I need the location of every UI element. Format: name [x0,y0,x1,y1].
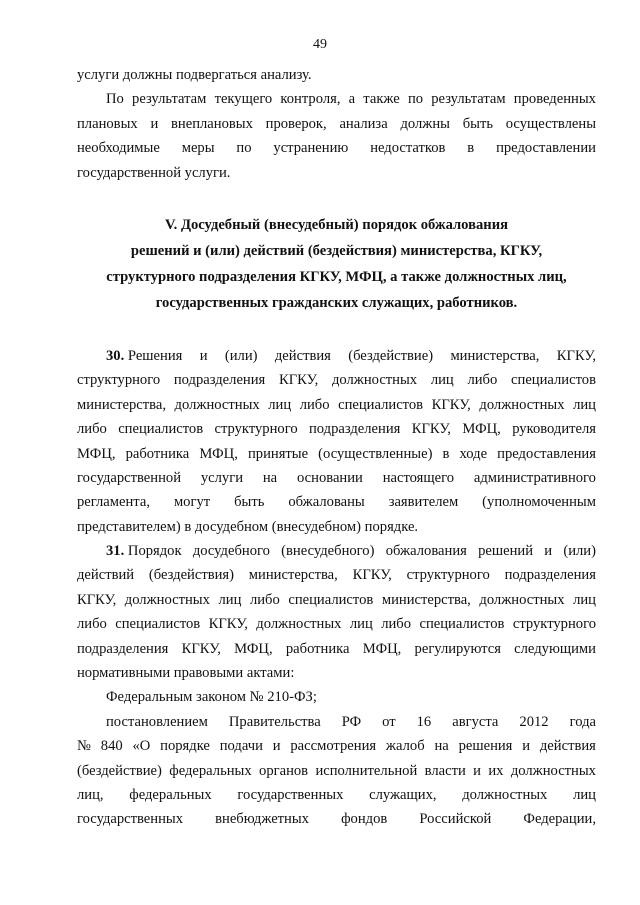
word: служащих, [369,786,437,803]
word: Федерации, [523,811,596,828]
paragraph-line: услуги должны подвергаться анализу. [77,67,312,83]
word: основании [297,469,363,486]
word: МФЦ, [199,445,238,462]
word: органов [259,762,309,779]
paragraph-line [77,563,596,587]
word: решения [458,738,513,755]
word: (бездействие) [348,347,434,364]
word: должностных [462,786,548,803]
paragraph-line [77,87,596,111]
word: быть [462,115,493,132]
word: контроля, [280,91,341,108]
word: на [434,738,449,755]
word: в [442,445,450,462]
word: По [106,91,124,108]
word: должностных [510,762,596,779]
word: государственных [77,811,184,828]
word: Правительства [228,713,321,730]
item-number: 30. [106,347,125,364]
word: плановых [77,115,138,132]
word: недостатков [370,140,446,157]
word: министерства, [248,567,338,584]
word: настоящего [382,469,455,486]
word: заявителем [388,494,459,511]
numbered-word [106,539,182,563]
word: должностных [174,396,260,413]
word: на [262,469,278,486]
word: министерства, [381,591,471,608]
section-heading [77,212,596,316]
word: августа [452,713,499,730]
word: федеральных [129,786,212,803]
paragraph-line [77,490,596,514]
word: 2012 [519,713,549,730]
word: специалистов [288,591,374,608]
word: административного [473,469,596,486]
word: министерства, [77,396,166,413]
word: подачи [219,738,263,755]
word: специалистов [338,396,424,413]
word: регулируются [414,640,501,657]
word: действий [77,567,135,584]
word: лиц [349,616,373,633]
paragraph-line [77,368,596,392]
word: осуществлены [505,115,596,132]
word: специалистов [118,421,204,438]
word: руководителя [512,421,596,438]
word: анализа [339,115,388,132]
item-31-first-line [77,539,596,563]
item-30-first-line [77,344,596,368]
paragraph-line [77,112,596,136]
word: ходе [459,445,488,462]
paragraph-line [77,442,596,466]
section-heading-line: V. Досудебный (внесудебный) порядок обжалования [164,216,508,233]
word: и [544,543,553,560]
paragraph-line [77,759,596,783]
word: КГКУ, [411,421,451,438]
word: лиц, [77,786,104,803]
word: работника [125,445,190,462]
word: либо [77,616,107,633]
word: Российской [419,811,492,828]
word: (уполномоченным [482,494,596,511]
word: предоставлении [496,140,596,157]
word: Порядок [124,543,182,560]
word: порядке [160,738,210,755]
paragraph-line [77,637,596,661]
word: специалистов [511,372,596,389]
word: лиц [268,396,292,413]
word: постановлением [106,713,208,730]
word: должностных [479,396,565,413]
word: внеплановых [171,115,253,132]
word: МФЦ, [234,640,273,657]
word: должностных [479,591,565,608]
word: структурного [214,421,298,438]
word: решений [478,543,534,560]
word: № [77,738,91,755]
word: результатам [132,91,207,108]
word: КГКУ, [352,567,392,584]
law-reference: Федеральным законом № 210-ФЗ; [106,689,317,706]
word: либо [299,396,330,413]
word: должностных [331,372,418,389]
word: подразделения [173,372,266,389]
word: их [488,762,504,779]
word: принятые [247,445,309,462]
word: от [382,713,396,730]
word: и [199,347,208,364]
word: должностных [124,591,210,608]
word: государственных [237,786,344,803]
word: действия [539,738,596,755]
word: и [150,115,159,132]
word: подразделения [77,640,169,657]
paragraph-line [77,588,596,612]
word: либо [381,616,412,633]
page-content [77,63,596,832]
word: меры [181,140,215,157]
word: рассмотрения [290,738,377,755]
word: специалистов [419,616,505,633]
word: КГКУ, [279,372,319,389]
word: а [348,91,356,108]
paragraph-line [77,612,596,636]
word: структурного [512,616,596,633]
word: МФЦ, [362,640,402,657]
section-heading-line: государственных гражданских служащих, работников. [155,294,518,311]
word: устранению [273,140,349,157]
word: проведенных [513,91,596,108]
word: РФ [341,713,362,730]
word: МФЦ, [77,445,116,462]
word: подразделения [504,567,596,584]
paragraph-line [77,783,596,807]
word: внебюджетных [215,811,309,828]
word: работника [285,640,350,657]
word: (осуществленные) [318,445,433,462]
word: КГКУ, [208,616,248,633]
word: действия [274,347,331,364]
word: 840 [100,738,123,755]
word: специалистов [115,616,201,633]
word: 16 [416,713,432,730]
word: должностных [256,616,342,633]
word: либо [249,591,280,608]
word: Решения [124,347,183,364]
word: лиц [573,591,596,608]
word: (бездействия) [148,567,234,584]
paragraph-line [77,136,596,160]
word: лиц [573,786,596,803]
word: (или) [563,543,596,560]
word: МФЦ, [462,421,501,438]
word: также [363,91,400,108]
word: предоставления [497,445,596,462]
paragraph-line: представителем) в досудебном (внесудебном) порядке. [77,518,419,535]
word: (бездействие) [77,762,162,779]
word: могут [173,494,211,511]
word: структурного [406,567,490,584]
word: КГКУ, [77,591,117,608]
word: обжалования [385,543,467,560]
word: быть [234,494,265,511]
paragraph-line: нормативными правовыми актами: [77,665,295,682]
word: структурного [77,372,161,389]
section-heading-line: решений и (или) действий (бездействия) министерства, КГКУ, [130,242,543,259]
word: проверок, [265,115,327,132]
word: КГКУ, [181,640,221,657]
word: федеральных [169,762,252,779]
word: исполнительной [315,762,418,779]
word: подразделения [308,421,401,438]
word: власти [424,762,466,779]
paragraph-line: государственной услуги. [77,164,231,181]
word: необходимые [77,140,160,157]
word: лиц [218,591,242,608]
word: фондов [341,811,388,828]
word: и [522,738,531,755]
word: лиц [573,396,596,413]
word: года [569,713,596,730]
paragraph-line [77,466,596,490]
word: КГКУ, [431,396,471,413]
paragraph-line [77,710,596,734]
word: регламента, [77,494,150,511]
paragraph-line [77,807,596,831]
word: и [473,762,481,779]
word: текущего [214,91,273,108]
word: результатам [431,91,506,108]
word: услуги [200,469,244,486]
word: «О [132,738,151,755]
word: государственной [77,469,182,486]
word: КГКУ, [556,347,596,364]
word: обжалованы [288,494,365,511]
word: либо [77,421,107,438]
word: жалоб [385,738,425,755]
word: в [467,140,475,157]
item-number: 31. [106,543,125,560]
word: либо [467,372,498,389]
word: по [236,140,252,157]
word: должны [400,115,450,132]
paragraph-line [77,417,596,441]
numbered-word [106,344,182,368]
page-number: 49 [313,37,327,52]
word: лиц [430,372,454,389]
word: (внесудебного) [281,543,375,560]
paragraph-line [77,393,596,417]
section-heading-line: структурного подразделения КГКУ, МФЦ, а также должностных лиц, [106,268,567,285]
word: и [272,738,281,755]
word: следующими [514,640,596,657]
paragraph-line [77,734,596,758]
word: досудебного [192,543,270,560]
word: (или) [224,347,258,364]
word: министерства, [450,347,540,364]
word: по [407,91,424,108]
